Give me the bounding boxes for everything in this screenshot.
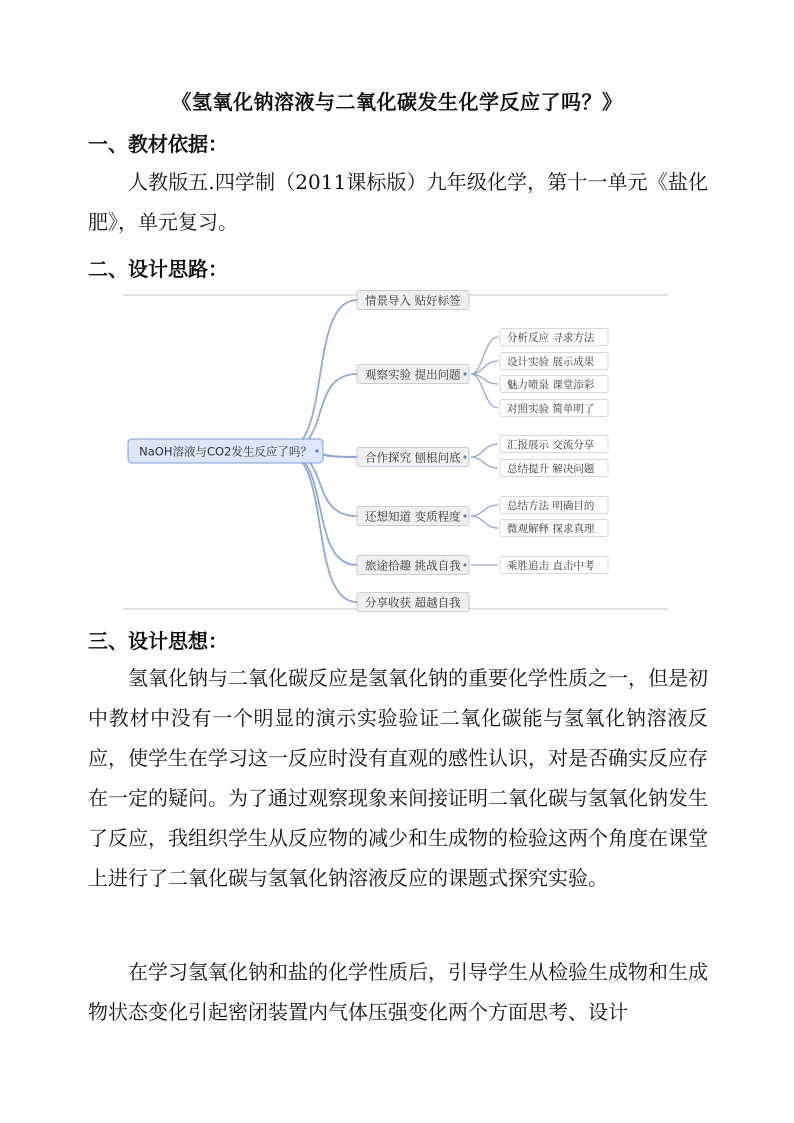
connector-line — [283, 451, 357, 565]
mind-map-diagram — [120, 288, 670, 613]
child-node-label: 总结方法 明确目的 — [507, 500, 595, 512]
child-node-label: 魅力喷泉 课堂添彩 — [507, 379, 595, 391]
child-node-label: 对照实验 简单明了 — [507, 403, 595, 415]
section-heading-design-path: 二、设计思路： — [88, 257, 228, 281]
design-idea-paragraph-1: 氢氧化钠与二氧化碳反应是氢氧化钠的重要化学性质之一，但是初中教材中没有一个明显的演示实验验证二氧化碳能与氢氧化钠溶液反应，使学生在学习这一反应时没有直观的感性认识，对是否确实反应存在一定的疑问。为了通过观察现象来间接证明二氧化碳与氢氧化钠发生了反应，我组织学生从反应物的减少和生成物的检验这两个角度在课堂上进行了二氧化碳与氢氧化钠溶液反应的课题式探究实验。 — [88, 666, 708, 890]
child-connector-line — [471, 516, 498, 528]
root-expand-dot — [315, 449, 318, 452]
child-connector-line — [471, 337, 498, 374]
branch-node-label: 分享收获 超越自我 — [365, 595, 461, 610]
child-node-label: 设计实验 展示成果 — [507, 356, 595, 368]
branch-node-label: 旅途拾趣 挑战自我 — [365, 558, 461, 573]
basis-paragraph: 人教版五.四学制（2011课标版）九年级化学，第十一单元《盐化肥》，单元复习。 — [88, 170, 708, 234]
child-connector-line — [471, 457, 498, 468]
section-heading-basis: 一、教材依据： — [88, 132, 228, 156]
child-node-label: 分析反应 寻求方法 — [507, 332, 595, 344]
branch-node-label: 观察实验 提出问题 — [365, 367, 461, 382]
child-node-label: 微观解释 探求真理 — [507, 523, 595, 535]
design-idea-paragraph-2: 在学习氢氧化钠和盐的化学性质后，引导学生从检验生成物和生成物状态变化引起密闭装置内气体压强变化两个方面思考、设计 — [88, 960, 708, 1024]
child-node-label: 乘胜追击 直击中考 — [507, 560, 595, 572]
child-node-label: 汇报展示 交流分享 — [507, 439, 595, 451]
child-node-label: 总结提升 解决问题 — [507, 463, 595, 475]
branch-expand-dot — [463, 372, 466, 375]
connector-line — [283, 451, 357, 602]
child-connector-line — [471, 444, 498, 457]
branch-node-label: 合作探究 刨根问底 — [365, 450, 461, 465]
child-connector-line — [471, 505, 498, 516]
branch-expand-dot — [463, 563, 466, 566]
root-node-label: NaOH溶液与CO2发生反应了吗？ — [139, 444, 312, 459]
branch-expand-dot — [463, 455, 466, 458]
branch-node-label: 情景导入 贴好标签 — [365, 293, 461, 308]
branch-expand-dot — [463, 514, 466, 517]
document-title: 《氢氧化钠溶液与二氧化碳发生化学反应了吗？》 — [171, 90, 623, 114]
section-heading-design-idea: 三、设计思想： — [88, 629, 228, 653]
branch-node-label: 还想知道 变质程度 — [365, 509, 461, 524]
